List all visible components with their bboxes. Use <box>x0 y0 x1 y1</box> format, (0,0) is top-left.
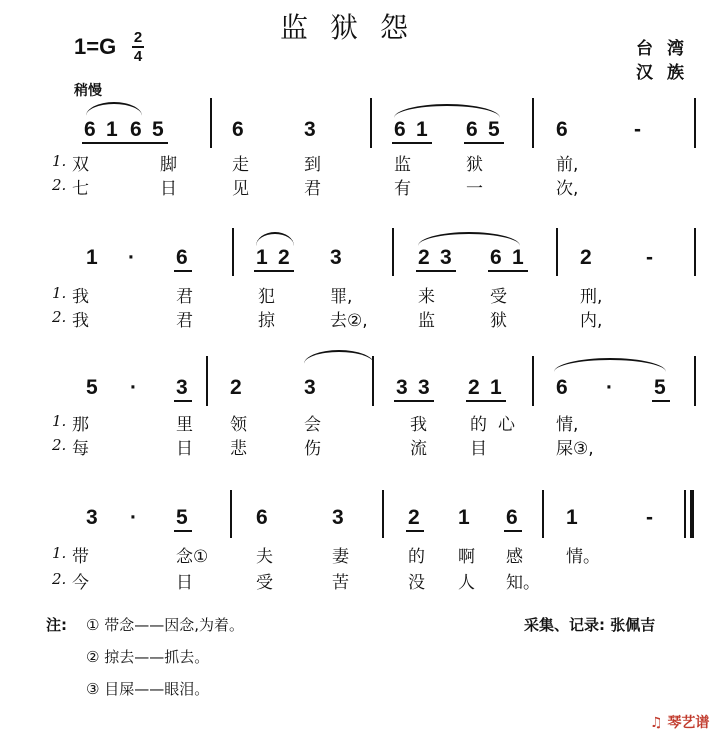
lyric: 心 <box>498 415 515 435</box>
note: 3 <box>440 246 452 269</box>
barline <box>232 228 234 276</box>
final-barline-thin <box>684 490 686 538</box>
underline <box>174 530 192 532</box>
note: 1 <box>106 118 118 141</box>
note: 3 <box>332 506 344 529</box>
key-signature: 1=G <box>74 34 117 59</box>
lyric: 去②, <box>330 311 368 331</box>
footnote-1: ① 带念——因念,为着。 <box>86 616 244 634</box>
lyric: 知。 <box>506 573 540 593</box>
underline <box>464 142 504 144</box>
lyric: 犯 <box>258 287 275 307</box>
barline <box>372 356 374 406</box>
note: - <box>646 246 653 269</box>
song-title: 监狱怨 <box>280 11 431 44</box>
lyric: 的 <box>408 547 425 567</box>
slur <box>256 232 294 246</box>
note: 2 <box>580 246 592 269</box>
note: 3 <box>304 118 316 141</box>
verse-number: 1. <box>52 152 67 170</box>
verse-number: 1. <box>52 412 67 430</box>
lyric: 领 <box>230 415 247 435</box>
barline <box>206 356 208 406</box>
note: 5 <box>86 376 98 399</box>
note: 3 <box>86 506 98 529</box>
underline <box>174 270 192 272</box>
footnote-label: 注: <box>46 616 67 634</box>
lyric: 来 <box>418 287 435 307</box>
note: 6 <box>556 118 568 141</box>
underline <box>174 400 192 402</box>
note: 2 <box>418 246 430 269</box>
lyric: 苦 <box>332 573 349 593</box>
lyric: 今 <box>72 573 89 593</box>
footnote-3: ③ 目屎——眼泪。 <box>86 680 210 698</box>
note: 5 <box>176 506 188 529</box>
source-ethnicity: 汉族 <box>636 63 698 83</box>
lyric: 罪, <box>330 287 353 307</box>
note: · <box>130 506 137 529</box>
note: 6 <box>556 376 568 399</box>
note: - <box>634 118 641 141</box>
note: · <box>130 376 137 399</box>
lyric: 会 <box>304 415 321 435</box>
barline <box>392 228 394 276</box>
note: 1 <box>458 506 470 529</box>
barline <box>694 98 696 148</box>
lyric: 到 <box>304 155 321 175</box>
lyric: 内, <box>580 311 603 331</box>
note: 3 <box>396 376 408 399</box>
lyric: 见 <box>232 179 249 199</box>
lyric: 悲 <box>230 439 247 459</box>
note: 6 <box>232 118 244 141</box>
lyric: 夫 <box>256 547 273 567</box>
lyric: 日 <box>176 573 193 593</box>
barline <box>542 490 544 538</box>
lyric: 没 <box>408 573 425 593</box>
note: 6 <box>84 118 96 141</box>
barline <box>230 490 232 538</box>
verse-number: 1. <box>52 544 67 562</box>
note: 6 <box>394 118 406 141</box>
lyric: 君 <box>304 179 321 199</box>
note: 3 <box>176 376 188 399</box>
lyric: 每 <box>72 439 89 459</box>
lyric: 双 <box>72 155 89 175</box>
lyric: 我 <box>410 415 427 435</box>
note: 1 <box>490 376 502 399</box>
lyric: 带 <box>72 547 89 567</box>
note: 2 <box>468 376 480 399</box>
lyric: 走 <box>232 155 249 175</box>
note: 3 <box>330 246 342 269</box>
lyric: 念① <box>176 547 209 567</box>
lyric: 的 <box>470 415 487 435</box>
slur <box>554 358 666 372</box>
lyric: 我 <box>72 311 89 331</box>
lyric: 掠 <box>258 311 275 331</box>
underline <box>466 400 506 402</box>
site-watermark <box>650 712 709 732</box>
verse-number: 2. <box>52 570 67 588</box>
note: 2 <box>230 376 242 399</box>
note: 5 <box>152 118 164 141</box>
note: 6 <box>490 246 502 269</box>
lyric: 君 <box>176 287 193 307</box>
lyric: 啊 <box>458 547 475 567</box>
lyric: 刑, <box>580 287 603 307</box>
lyric: 里 <box>176 415 193 435</box>
note: 1 <box>86 246 98 269</box>
underline <box>406 530 424 532</box>
note: 6 <box>130 118 142 141</box>
lyric: 受 <box>490 287 507 307</box>
barline <box>532 98 534 148</box>
lyric: 七 <box>72 179 89 199</box>
barline <box>370 98 372 148</box>
slur <box>394 104 500 118</box>
underline <box>254 270 294 272</box>
source-region: 台湾 <box>636 39 698 59</box>
footnote-2: ② 掠去——抓去。 <box>86 648 210 666</box>
note: 1 <box>512 246 524 269</box>
note: 6 <box>506 506 518 529</box>
lyric: 流 <box>410 439 427 459</box>
final-barline-thick <box>690 490 694 538</box>
time-signature <box>132 30 144 64</box>
note: 3 <box>418 376 430 399</box>
underline <box>392 142 432 144</box>
lyric: 监 <box>394 155 411 175</box>
lyric: 狱 <box>466 155 483 175</box>
verse-number: 2. <box>52 176 67 194</box>
slur <box>304 350 374 364</box>
note: · <box>606 376 613 399</box>
underline <box>82 142 168 144</box>
note: 6 <box>466 118 478 141</box>
barline <box>210 98 212 148</box>
slur <box>418 232 520 246</box>
lyric: 情, <box>556 415 579 435</box>
verse-number: 2. <box>52 308 67 326</box>
slur <box>86 102 142 116</box>
note: 5 <box>654 376 666 399</box>
lyric: 人 <box>458 573 475 593</box>
lyric: 屎③, <box>556 439 594 459</box>
lyric: 有 <box>394 179 411 199</box>
lyric: 次, <box>556 179 579 199</box>
barline <box>694 356 696 406</box>
underline <box>416 270 456 272</box>
note: 6 <box>176 246 188 269</box>
note: 6 <box>256 506 268 529</box>
note: 1 <box>256 246 268 269</box>
watermark-text: 琴艺谱 <box>667 715 710 731</box>
verse-number: 1. <box>52 284 67 302</box>
underline <box>652 400 670 402</box>
underline <box>394 400 434 402</box>
time-sig-top: 2 <box>133 29 143 46</box>
note: 2 <box>278 246 290 269</box>
note: 5 <box>488 118 500 141</box>
lyric: 感 <box>506 547 523 567</box>
lyric: 脚 <box>160 155 177 175</box>
watermark-logo-icon: ♫ <box>650 715 663 731</box>
tempo-marking: 稍慢 <box>74 83 102 99</box>
lyric: 那 <box>72 415 89 435</box>
underline <box>504 530 522 532</box>
note: - <box>646 506 653 529</box>
barline <box>382 490 384 538</box>
lyric: 一 <box>466 179 483 199</box>
note: 3 <box>304 376 316 399</box>
lyric: 我 <box>72 287 89 307</box>
note: 1 <box>416 118 428 141</box>
lyric: 日 <box>176 439 193 459</box>
lyric: 前, <box>556 155 579 175</box>
lyric: 狱 <box>490 311 507 331</box>
note: 1 <box>566 506 578 529</box>
underline <box>488 270 528 272</box>
lyric: 君 <box>176 311 193 331</box>
lyric: 伤 <box>304 439 321 459</box>
barline <box>532 356 534 406</box>
lyric: 目 <box>470 439 487 459</box>
lyric: 妻 <box>332 547 349 567</box>
lyric: 监 <box>418 311 435 331</box>
time-sig-bottom: 4 <box>133 48 143 65</box>
barline <box>694 228 696 276</box>
lyric: 受 <box>256 573 273 593</box>
verse-number: 2. <box>52 436 67 454</box>
credit-line: 采集、记录: 张佩吉 <box>524 616 656 634</box>
note: 2 <box>408 506 420 529</box>
lyric: 情。 <box>566 547 600 567</box>
lyric: 日 <box>160 179 177 199</box>
note: · <box>128 246 135 269</box>
barline <box>556 228 558 276</box>
